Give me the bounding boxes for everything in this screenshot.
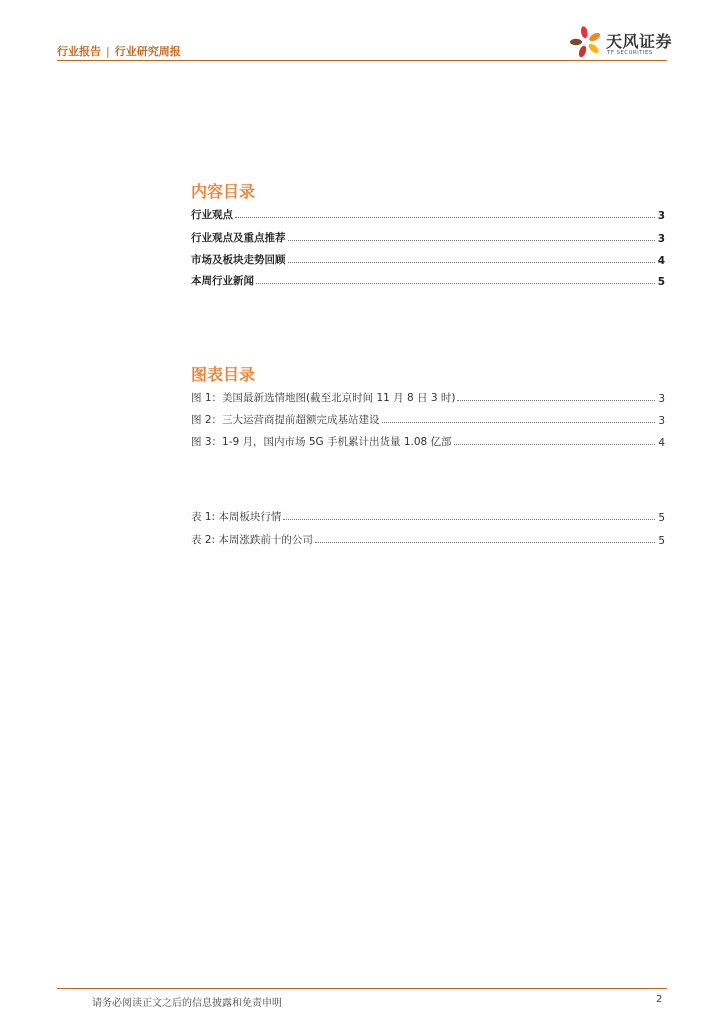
toc-item-page: 5 (658, 512, 665, 524)
table-toc-item[interactable] (191, 508, 665, 524)
toc-item[interactable] (191, 272, 665, 288)
page-number: 2 (656, 994, 663, 1005)
toc-leader (256, 282, 655, 284)
toc-leader (235, 216, 655, 218)
figure-toc-item[interactable] (191, 411, 665, 427)
toc-leader (315, 541, 655, 543)
brand-subtitle: TF SECURITIES (607, 50, 653, 56)
toc-item-label: 行业观点 (191, 209, 233, 221)
toc-item-page: 3 (658, 393, 665, 405)
report-type: 行业报告 (57, 45, 101, 58)
figure-toc-item[interactable] (191, 389, 665, 405)
footer-disclaimer: 请务必阅读正文之后的信息披露和免责申明 (92, 998, 282, 1009)
toc-item-label: 市场及板块走势回顾 (191, 254, 286, 266)
toc-leader (382, 421, 656, 423)
toc-leader (454, 443, 656, 445)
toc-item-label: 图 3：1-9 月，国内市场 5G 手机累计出货量 1.08 亿部 (191, 436, 452, 448)
toc-item-page: 5 (657, 276, 665, 288)
toc-item-page: 3 (657, 210, 665, 222)
toc-item-label: 行业观点及重点推荐 (191, 232, 286, 244)
brand-name: 天风证券 (606, 32, 673, 51)
report-series: 行业研究周报 (114, 45, 181, 58)
toc-item-page: 4 (657, 255, 665, 267)
toc-item-page: 5 (658, 535, 665, 547)
footer-divider (57, 988, 667, 989)
toc-leader (288, 239, 655, 241)
toc-item[interactable] (191, 206, 665, 222)
contents-title: 内容目录 (191, 182, 256, 201)
toc-item-page: 3 (657, 233, 665, 245)
toc-item-label: 本周行业新闻 (191, 275, 254, 287)
toc-item-page: 4 (658, 437, 665, 449)
toc-item-label: 图 1：美国最新选情地图(截至北京时间 11 月 8 日 3 时) (191, 392, 456, 404)
toc-item-label: 图 2：三大运营商提前超额完成基站建设 (191, 414, 380, 426)
header-divider (57, 60, 667, 61)
toc-item[interactable] (191, 251, 665, 267)
report-breadcrumb (57, 43, 181, 59)
table-toc-item[interactable] (191, 531, 665, 547)
toc-leader (283, 518, 655, 520)
toc-item-label: 表 1: 本周板块行情 (191, 511, 282, 523)
figure-toc-item[interactable] (191, 433, 665, 449)
toc-leader (457, 399, 655, 401)
figures-title: 图表目录 (191, 365, 256, 384)
toc-leader (288, 261, 655, 263)
toc-item-page: 3 (658, 415, 665, 427)
toc-item[interactable] (191, 229, 665, 245)
toc-item-label: 表 2: 本周涨跌前十的公司 (191, 534, 313, 546)
breadcrumb-separator: | (106, 45, 110, 58)
